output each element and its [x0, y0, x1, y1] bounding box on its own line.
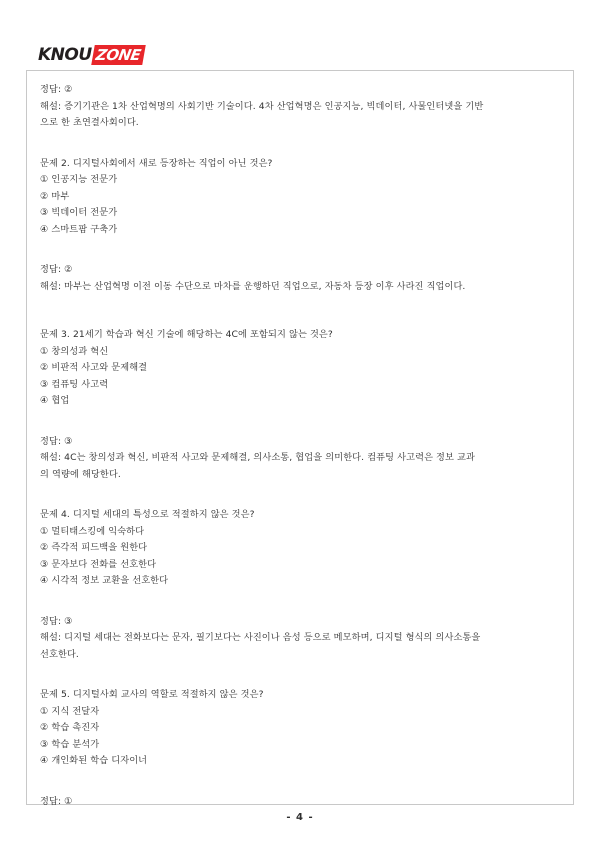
block-spacer — [40, 410, 562, 426]
question-choice: ③ 학습 분석가 — [40, 738, 100, 750]
question-choice: ② 학습 촉진자 — [40, 722, 100, 733]
answer-line: 정답: ② — [40, 264, 73, 275]
question-block — [40, 156, 562, 239]
explanation-line: 해설: 마부는 산업혁명 이전 이동 수단으로 마차를 운행하던 직업으로, 자동차 등장 이후 사라진 직업이다. — [40, 280, 466, 292]
question-stem: 문제 3. 21세기 학습과 혁신 기술에 해당하는 4C에 포함되지 않는 것은? — [40, 329, 333, 340]
answer-block — [40, 794, 562, 811]
block-spacer — [40, 311, 562, 319]
answer-line: 정답: ③ — [40, 435, 73, 447]
question-choice: ① 멀티태스킹에 익숙하다 — [40, 525, 145, 537]
answer-line: 정답: ② — [40, 84, 73, 95]
block-spacer — [40, 483, 562, 499]
block-spacer — [40, 319, 562, 327]
answer-line: 정답: ③ — [40, 615, 73, 627]
block-spacer — [40, 426, 562, 434]
question-choice: ② 즉각적 피드백을 원한다 — [40, 542, 148, 553]
question-choice: ② 마부 — [40, 190, 70, 202]
page-number: - 4 - — [286, 812, 314, 823]
block-spacer — [40, 238, 562, 254]
question-block — [40, 507, 562, 590]
question-stem: 문제 5. 디지털사회 교사의 역할로 적절하지 않은 것은? — [40, 689, 264, 700]
question-choice: ① 지식 전달자 — [40, 705, 100, 717]
answer-block — [40, 262, 562, 295]
question-stem: 문제 4. 디지털 세대의 특성으로 적절하지 않은 것은? — [40, 509, 255, 520]
block-spacer — [40, 590, 562, 606]
block-spacer — [40, 254, 562, 262]
question-choice: ③ 컴퓨팅 사고력 — [40, 378, 109, 390]
question-block — [40, 327, 562, 410]
block-spacer — [40, 132, 562, 148]
question-choice: ④ 시각적 정보 교환을 선호한다 — [40, 575, 169, 586]
explanation-line: 해설: 디지털 세대는 전화보다는 문자, 필기보다는 사진이나 음성 등으로 메모하며, 디지털 형식의 의사소통을 — [40, 632, 481, 643]
explanation-line: 해설: 증기기관은 1차 산업혁명의 사회기반 기술이다. 4차 산업혁명은 인공지능, 빅데이터, 사물인터넷을 기반 — [40, 100, 484, 112]
question-choice: ② 비판적 사고와 문제해결 — [40, 362, 148, 373]
knouzone-logo — [38, 46, 144, 64]
question-choice: ③ 빅데이터 전문가 — [40, 207, 118, 218]
explanation-line: 선호한다. — [40, 648, 79, 660]
block-spacer — [40, 148, 562, 156]
block-spacer — [40, 606, 562, 614]
question-choice: ④ 스마트팜 구축가 — [40, 223, 118, 235]
block-spacer — [40, 786, 562, 794]
explanation-line: 해설: 4C는 창의성과 혁신, 비판적 사고와 문제해결, 의사소통, 협업을 의미한다. 컴퓨팅 사고력은 정보 교과 — [40, 452, 475, 463]
question-stem: 문제 2. 디지털사회에서 새로 등장하는 직업이 아닌 것은? — [40, 157, 273, 169]
answer-line: 정답: ① — [40, 795, 73, 807]
question-block — [40, 687, 562, 770]
explanation-line: 으로 한 초연결사회이다. — [40, 117, 139, 128]
logo-text-knou: KNOU — [38, 45, 92, 65]
answer-block — [40, 434, 562, 484]
question-choice: ① 인공지능 전문가 — [40, 174, 118, 185]
block-spacer — [40, 770, 562, 786]
block-spacer — [40, 295, 562, 311]
answer-block — [40, 614, 562, 664]
question-choice: ④ 개인화된 학습 디자이너 — [40, 755, 148, 766]
logo-text-zone: ZONE — [91, 45, 146, 65]
answer-block — [40, 82, 562, 132]
explanation-line: 의 역량에 해당한다. — [40, 468, 121, 480]
block-spacer — [40, 679, 562, 687]
question-choice: ③ 문자보다 전화를 선호한다 — [40, 558, 157, 570]
document-body — [40, 82, 562, 810]
question-choice: ④ 협업 — [40, 395, 70, 406]
block-spacer — [40, 499, 562, 507]
question-choice: ① 창의성과 혁신 — [40, 345, 109, 357]
block-spacer — [40, 663, 562, 679]
